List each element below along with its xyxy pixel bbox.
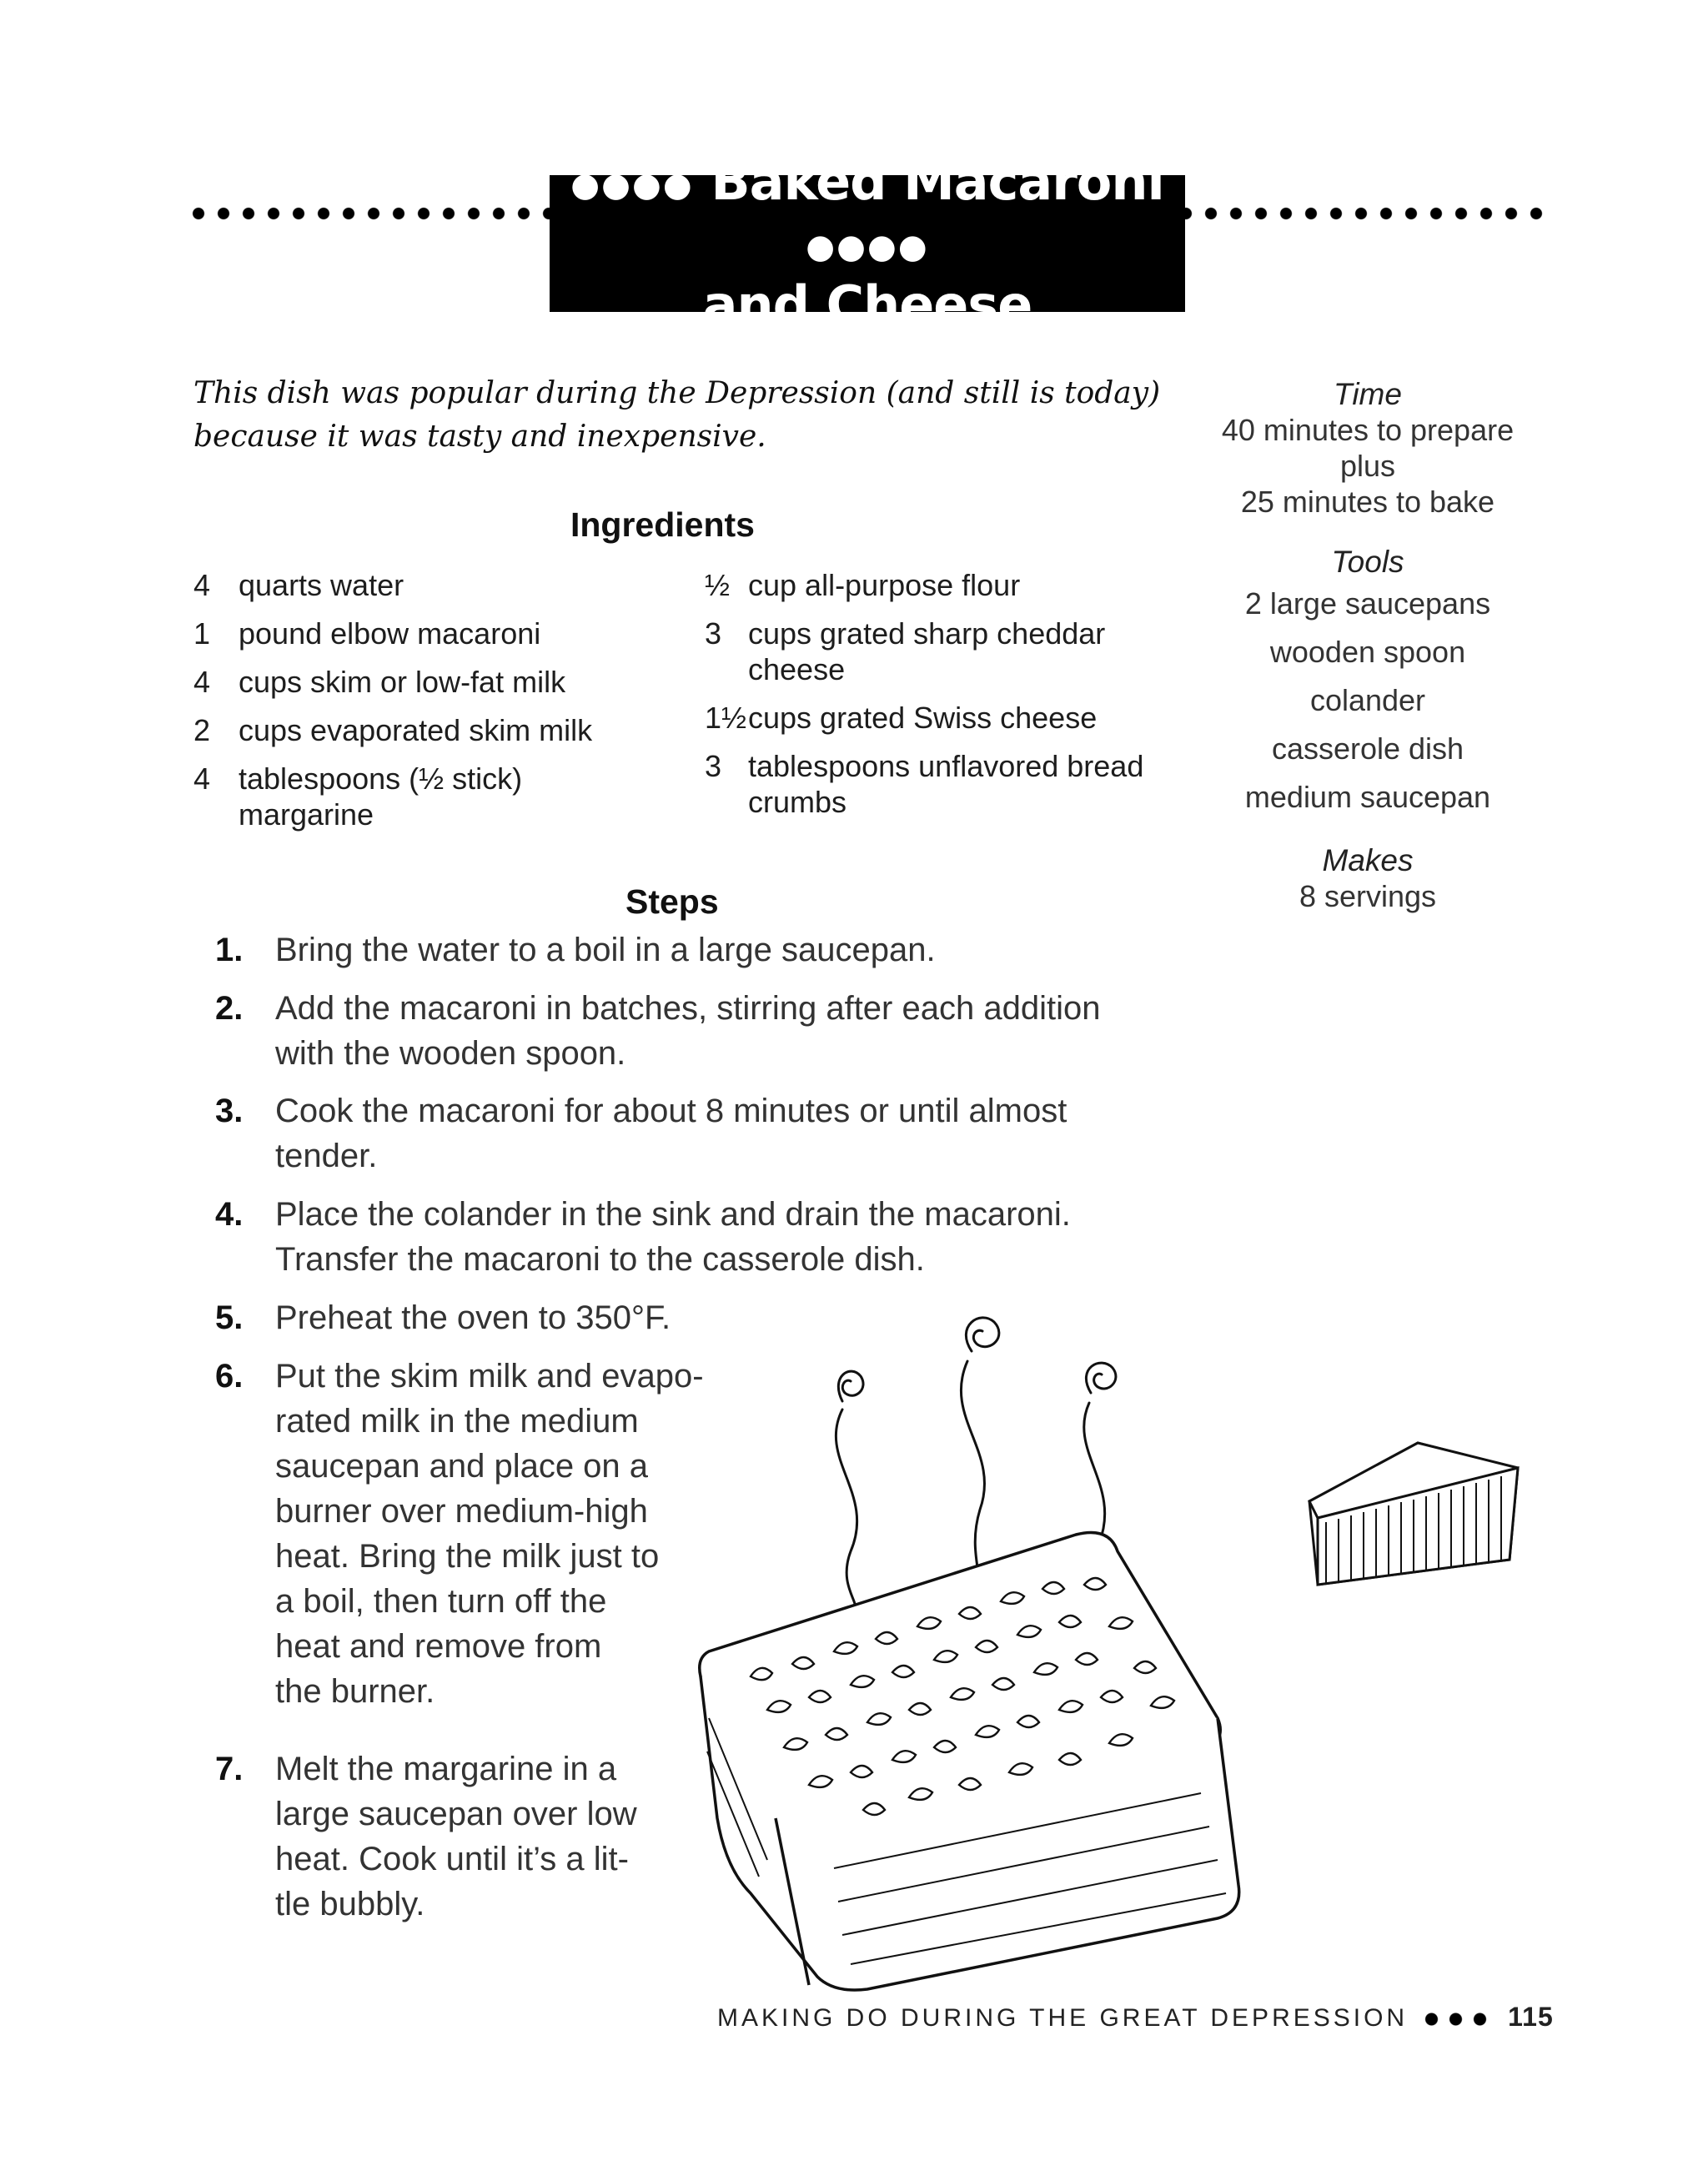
macaroni-cheese-illustration [684, 1284, 1551, 2002]
cheese-wedge-icon [1309, 1443, 1518, 1585]
step-number: 5. [215, 1299, 244, 1336]
step-line: burner over medium-high [275, 1493, 648, 1530]
title-inner-dots-left: ●●●● [570, 166, 694, 204]
ingredients-heading: Ingredients [570, 505, 755, 544]
step-line: Bring the water to a boil in a large saucepan. [275, 932, 936, 968]
ingredient-item [705, 567, 1172, 603]
tool-item: wooden spoon [1269, 635, 1466, 669]
ingredient-qty: ½ [705, 568, 731, 602]
step-item [215, 986, 1100, 1076]
ingredient-item [705, 616, 1172, 687]
ingredient-name: cups grated Swiss cheese [748, 701, 1098, 735]
step-text [275, 1746, 637, 1927]
steam-icon [961, 1318, 999, 1593]
title-dots-right [1184, 199, 1549, 228]
tools-section [1168, 545, 1568, 822]
ingredient-name: cup all-purpose flour [748, 568, 1021, 602]
step-text [275, 1354, 704, 1714]
ingredient-qty: 3 [705, 749, 722, 783]
step-text [275, 986, 1100, 1076]
intro-text: This dish was popular during the Depression (and still is today) because it was tasty and inexpensive. [193, 376, 1161, 454]
title-inner-dots-right: ●●●● [806, 227, 929, 266]
time-line: plus [1339, 449, 1396, 483]
step-line: Add the macaroni in batches, stirring after each addition [275, 990, 1101, 1027]
footer-dots [1419, 2011, 1493, 2028]
step-item [215, 1088, 1067, 1178]
step-line: Transfer the macaroni to the casserole dish. [275, 1241, 925, 1278]
ingredients-left-column [193, 567, 677, 845]
step-line: tle bubbly. [275, 1886, 425, 1922]
step-line: Cook the macaroni for about 8 minutes or until almost [275, 1093, 1068, 1129]
step-line: a boil, then turn off the [275, 1583, 607, 1620]
title-line-1 [550, 153, 1185, 276]
time-heading: Time [1334, 377, 1402, 411]
steps-heading: Steps [625, 882, 719, 921]
recipe-info-sidebar [1168, 377, 1568, 929]
ingredients-right-column [705, 567, 1172, 832]
step-line: Melt the margarine in a [275, 1751, 617, 1787]
ingredient-qty: 4 [193, 568, 211, 602]
ingredient-name: pound elbow macaroni [239, 616, 541, 651]
ingredient-qty: 1 [193, 616, 211, 651]
step-line: Put the skim milk and evapo- [275, 1358, 704, 1395]
time-section [1168, 377, 1568, 520]
ingredient-qty: 3 [705, 616, 722, 651]
tools-heading: Tools [1331, 545, 1404, 579]
step-line: heat. Bring the milk just to [275, 1538, 660, 1575]
ingredient-name: cups evaporated skim milk [239, 713, 593, 747]
ingredient-item [705, 748, 1172, 820]
step-text [275, 1192, 1071, 1282]
step-line: saucepan and place on a [275, 1448, 649, 1485]
page-number: 115 [1508, 2002, 1554, 2032]
step-number: 7. [215, 1751, 244, 1787]
ingredient-item [193, 567, 677, 603]
step-text [275, 1295, 671, 1340]
ingredient-item [193, 712, 677, 748]
makes-heading: Makes [1322, 843, 1414, 877]
steam-icon [836, 1371, 863, 1610]
step-line: Preheat the oven to 350°F. [275, 1299, 671, 1336]
ingredient-qty: 4 [193, 761, 211, 796]
title-dots-left [186, 199, 550, 228]
ingredient-qty: 2 [193, 713, 211, 747]
step-line: the burner. [275, 1673, 435, 1710]
step-item [215, 1192, 1071, 1282]
step-number: 4. [215, 1196, 244, 1233]
step-line: heat and remove from [275, 1628, 602, 1665]
step-item [215, 1746, 637, 1927]
ingredient-name: tablespoons unflavored bread crumbs [748, 749, 1144, 819]
footer-text: MAKING DO DURING THE GREAT DEPRESSION [717, 2004, 1409, 2032]
tool-item: medium saucepan [1244, 780, 1491, 814]
ingredient-item [705, 700, 1172, 736]
ingredient-name: tablespoons (½ stick) margarine [239, 761, 523, 832]
ingredient-item [193, 664, 677, 700]
step-item [215, 1295, 671, 1340]
ingredient-name: cups skim or low-fat milk [239, 665, 566, 699]
title-line-2: and Cheese [702, 274, 1032, 335]
page-footer [717, 2002, 1554, 2033]
step-line: large saucepan over low [275, 1796, 637, 1832]
title-text-1: Baked Macaroni [711, 151, 1164, 213]
step-item [215, 927, 936, 972]
title-banner [550, 151, 1185, 335]
ingredient-name: cups grated sharp cheddar cheese [748, 616, 1106, 686]
casserole-dish-icon [700, 1533, 1239, 1991]
step-line: tender. [275, 1138, 378, 1174]
step-line: Place the colander in the sink and drain the macaroni. [275, 1196, 1071, 1233]
makes-section [1168, 843, 1568, 914]
tool-item: colander [1309, 683, 1426, 717]
step-line: heat. Cook until it’s a lit- [275, 1841, 629, 1877]
step-number: 2. [215, 990, 244, 1027]
ingredient-name: quarts water [239, 568, 404, 602]
step-line: rated milk in the medium [275, 1403, 639, 1440]
step-text [275, 1088, 1067, 1178]
step-item [215, 1354, 704, 1714]
step-line: with the wooden spoon. [275, 1035, 626, 1072]
step-number: 3. [215, 1093, 244, 1129]
tool-item: casserole dish [1271, 731, 1464, 766]
step-number: 6. [215, 1358, 244, 1395]
tool-item: 2 large saucepans [1244, 586, 1491, 621]
ingredient-item [193, 761, 677, 832]
time-line: 40 minutes to prepare [1221, 413, 1515, 447]
ingredient-qty: 4 [193, 665, 211, 699]
step-text [275, 927, 936, 972]
time-line: 25 minutes to bake [1240, 485, 1495, 519]
step-number: 1. [215, 932, 244, 968]
makes-value: 8 servings [1299, 879, 1437, 913]
ingredient-item [193, 616, 677, 651]
ingredient-qty: 1½ [705, 701, 747, 735]
